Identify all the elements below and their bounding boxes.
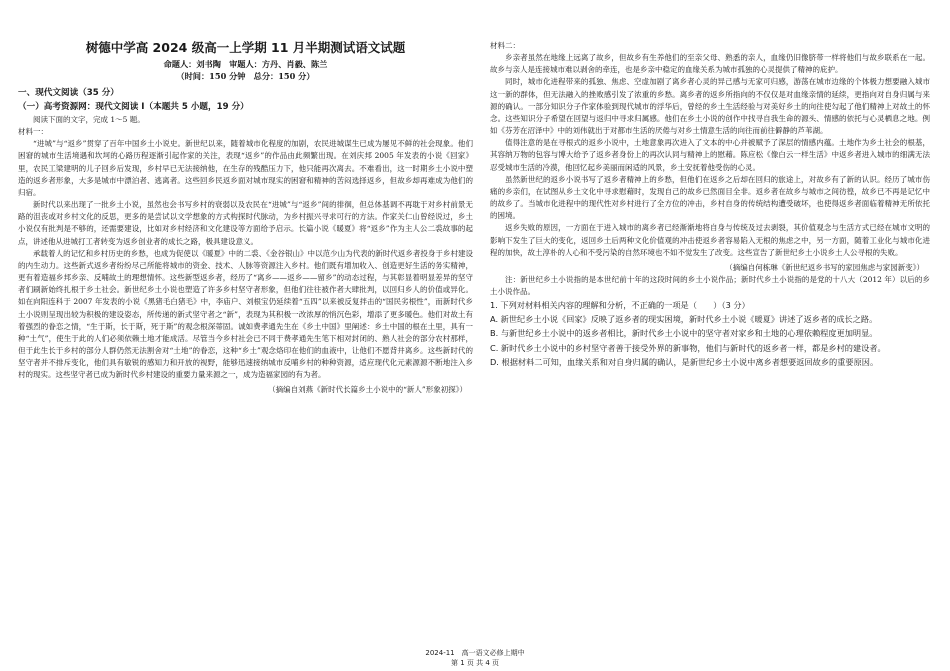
material2-paragraph: 值得注意的是在寻根式的返乡小说中，土地意象再次进入了文本的中心并被赋予了深层的情感内蕴。土地作为乡土社会的根基，其容纳万物的包容与博大给予了返乡者身份上的再次认同与精神上的慰藉。陈应松《像白云一样生活》中返乡者进入城市的细满无法忍受城市生活的冷漠，他回忆起乡美丽而闲适的风景，乡土安抚着他受伤的心灵。 — [490, 138, 930, 172]
instruction-text: 阅读下面的文字，完成 1～5 题。 — [33, 115, 145, 124]
authors-line: 命题人：刘书陶 审题人：方丹、肖毅、陈兰 — [163, 59, 328, 69]
footer-course: 2024-11 高一语文必修上期中 — [425, 649, 525, 657]
right-column — [490, 40, 930, 369]
material2-paragraph: 乡亲者虽然在地缘上远离了故乡，但故乡有生养他们的至亲父母、熟悉的亲人，血缘仍旧像脐带一样将他们与故乡联系在一起。故乡与亲人是连接城市难以剥舍的牵连，也是乡亲中稳定的血缘关系为城市孤独的心灵提供了精神的庇护。 — [490, 53, 930, 75]
footnote: 注：新世纪乡土小说指的是本世纪前十年的这段时间的乡土小说作品；新时代乡土小说指的是党的十八大（2012 年）以后的乡土小说作品。 — [490, 274, 930, 296]
material2-paragraph: 虽然新世纪的返乡小说书写了返乡者精神上的乡愁，但他们在返乡之后却在回归的旅途上，对故乡有了新的认识。经历了城市伤痛的乡亲们，在试图从乡土文化中寻求慰藉时，发现自己的故乡已然面目全非。返乡者在故乡与城市之间彷徨，故乡已不再是记忆中的故乡了。当城市化进程中的现代性对乡村进行了全方位的冲击，乡村自身的传统结构遭受破坏，也使得返乡者面临着精神无所依托的困境。 — [490, 174, 930, 221]
material1-paragraph: “进城”与“返乡”贯穿了百年中国乡土小说史。新世纪以来，随着城市化程度的加剧，农民进城谋生已成为屡见不鲜的社会现象。他们困窘的城市生活境遇和坎坷的心路历程逐渐引起作家的关注，表现“返乡”的作品由此频繁出现。在刘庆邦 2005 年发表的小说《回家》里，农民工梁建明的儿子回乡后发现，乡村早已无法接纳他，在生存的残酷压力下，他只能再次离去。不难看出，这一时期乡土小说中塑造的返乡者形象，大多是城市中漂泊者、逃离者。这些回乡民返乡面对城市现实的困窘和精神的苦闷选择返乡，但故乡却再难成为他们的归宿。 — [18, 139, 473, 197]
material1-source: （摘编自刘燕《新时代长篇乡土小说中的“新人”形象初探》） — [268, 385, 467, 395]
question-stem: 1. 下列对材料相关内容的理解和分析，不正确的一项是（ ）（3 分） — [490, 300, 750, 311]
material2-label: 材料二： — [490, 41, 520, 50]
question-option: A. 新世纪乡土小说《回家》反映了返乡者的现实困境，新时代乡土小说《暖夏》讲述了返乡者的成长之路。 — [490, 314, 878, 325]
time-score-line: （时间：150 分钟 总分：150 分） — [176, 71, 315, 81]
question-option: B. 与新世纪乡土小说中的返乡者相比，新时代乡土小说中的坚守者对家乡和土地的心理依赖程度更加明显。 — [490, 328, 878, 339]
material1-paragraph: 承载着人的记忆和乡村历史的乡愁，也成为促使以《暖夏》中的二裘、《金谷银山》中以范少山为代表的新时代返乡者投身于乡村建设的内生动力。这些新式返乡者纷纷尽己所能将城市的资金、技术、人脉等资源注入乡村。他们既有增加收入、创造更好生活的务实精神，更有着造福乡邦乡亲、反哺故土的理想情怀。这些新型返乡者，经历了“离乡——返乡——留乡”的动态过程，与其彰显着明显差异的坚守者们刷新始终扎根于乡土社会。新世纪乡土小说也塑造了许多乡村坚守者形象，但他们往往被作者大肆批判，以回归乡人的价值或异化。如在向阳连科于 2007 年发表的小说《黑猪毛白猪毛》中，李庙户、刘根宝仍延续着“五四”以来被反复拌击的“国民劣根性”，而新时代乡土小说则呈现出较为积极的建设姿态，所传递的新式坚守者之“新”，表现为其积极一改浓厚的悄沉色彩，增添了更多暖色。他们对故土有着强烈的眷恋之情，“生于斯，长于斯，死于斯”的观念根深蒂固。诚如费孝通先生在《乡土中国》里阐述：乡土中国的根在土里，具有一种“土气”，使生于此的人们必须依赖土地才能成活。尽管当今乡村社会已不同于费孝通先生笔下相对封闭的、熟人社会的部分农村那样，但于此生长于乡村的部分人群仍然无法割舍对“土地”的眷恋，这种“乡土”观念烙印在他们的血液中，让他们不愿背井离乡。这些新时代的坚守者并不排斥变化，他们具有敏锐的感知力和开放的视野，能够迅速接纳城市反哺乡村的种种资源，适应现代化元素源源不断地注入乡村的现实。这些坚守者已成为新时代乡村建设的重要力量来源之一，成为造福家园的有为者。 — [18, 248, 473, 380]
footer-page-number: 第 1 页 共 4 页 — [450, 659, 500, 667]
material2-paragraph: 返乡失败的原因，一方面在于进入城市的离乡者已经渐渐地将自身与传统及过去剥裂，其价值观念与生活方式已经在城市文明的影响下发生了巨大的变化，返回乡土后两种文化价值观的冲击使返乡者容易陷入无根的焦虑之中，另一方面，随着工业化与城市化进程的加快，故土淳朴的人心和不受污染的自然环境也不如不觉发生了改变。这些宣告了新世纪乡土小说乡土人公寻根的失败。 — [490, 223, 930, 257]
exam-title: 树德中学高 2024 级高一上学期 11 月半期测试语文试题 — [85, 40, 406, 55]
material2-source: （摘编自何栋琳《新世纪返乡书写的家园焦虑与家园新变》） — [725, 262, 924, 272]
material1-label: 材料一： — [18, 127, 48, 137]
question-option: C. 新时代乡土小说中的乡村坚守者善于接受外界的新事物，他们与新时代的返乡者一样，都是乡村的建设者。 — [490, 342, 886, 353]
question-option: D. 根据材料二可知，血缘关系和对自身归属的确认，是新世纪乡土小说中离乡者想要返回故乡的重要原因。 — [490, 356, 879, 367]
material1-paragraph: 新时代以来出现了一批乡土小说，虽然也会书写乡村的衰弱以及农民在“进城”与“返乡”间的徘徊，但总体基调不再耽于对乡村前景无路的沮丧或对乡村文化的反思，更多的是尝试以文学想象的方式构探时代脉动，为乡村振兴寻求可行的方法。作家关仁山曾经说过，乡土小说仅有批判是不够的，还需要建设，比如对乡村经济和文化建设等方面给予启示。长篇小说《暖夏》将“返乡”作为主人公二裘故事的起点，讲述他从进城打工者转变为返乡创业者的成长之路，极具建设意义。 — [18, 200, 473, 246]
material2-paragraph: 同时，城市化进程带来的孤独、焦虑、空虚加剧了离乡者心灵的异己感与无家可归感，游荡在城市边缘的个体极力想要融入城市这一新的群体，但无法融入的挫败感引发了浓重的乡愁。离乡者的返乡所指向的不仅仅是对血缘亲情的延续，更指向对自身归属与来源的确认。一部分知识分子作家体验到现代城市的浮华后，曾经的乡土生活经验与对美好乡土的向往使勾起了他们精神上对故土的怀念。这些知识分子希望在回望与返归中寻求归属感。他们在乡土小说的创作中找寻自我生命的源头、情感的依托与心灵栖息之地。例如《芬芳在沼泽中》中的刘伟就出于对都市生活的厌倦与对乡土情意生活的向往而前往僻静的芦苇湖。 — [490, 77, 930, 136]
left-column — [18, 40, 473, 396]
section-heading: 一、现代文阅读（35 分） — [18, 88, 119, 98]
subsection-heading: （一）高考资源网：现代文阅读 I（本题共 5 小题，19 分） — [18, 102, 249, 112]
